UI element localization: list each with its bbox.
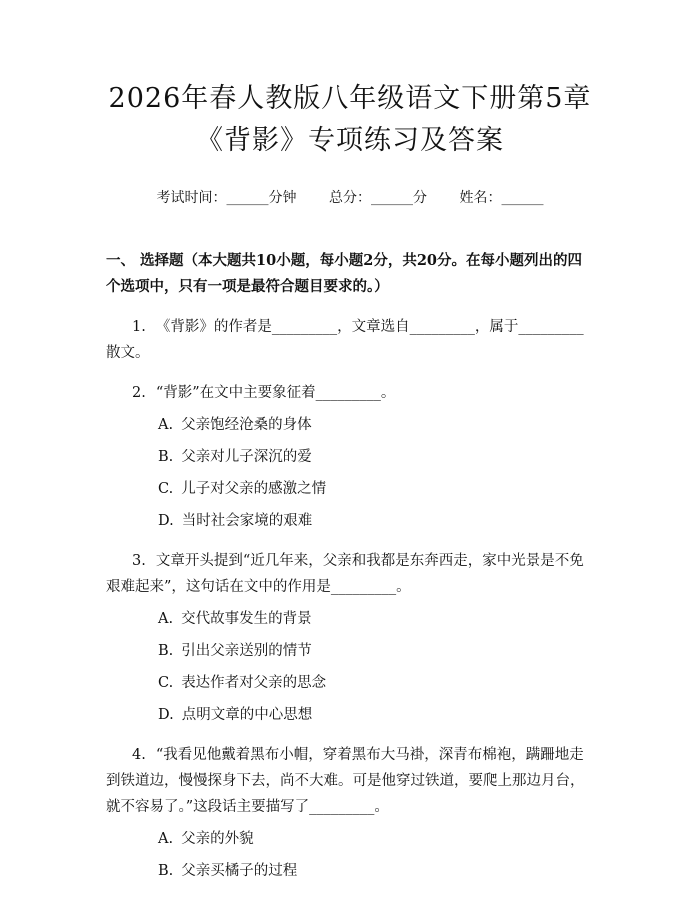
option-letter: B. xyxy=(158,449,174,465)
answer-option xyxy=(106,858,594,884)
question-item xyxy=(106,548,594,600)
option-text: 父亲饱经沧桑的身体 xyxy=(181,417,312,433)
answer-option xyxy=(106,412,594,438)
exam-time-field: 考试时间：______分钟 xyxy=(156,190,297,206)
option-letter: A. xyxy=(158,831,174,847)
question-number: 4. xyxy=(132,747,146,763)
student-name-field: 姓名：______ xyxy=(459,190,544,206)
answer-option xyxy=(106,606,594,632)
question-number: 2. xyxy=(132,385,146,401)
question-text: “背影”在文中主要象征着_________。 xyxy=(155,385,396,401)
option-letter: B. xyxy=(158,863,174,879)
question-text: 文章开头提到“近几年来，父亲和我都是东奔西走，家中光景是不免艰难起来”，这句话在文中的作用是_________。 xyxy=(106,553,584,595)
answer-option xyxy=(106,638,594,664)
question-item xyxy=(106,314,594,366)
question-item xyxy=(106,742,594,820)
document-title: 2026年春人教版八年级语文下册第5章《背影》专项练习及答案 xyxy=(108,83,592,156)
option-text: 当时社会家境的艰难 xyxy=(181,513,313,529)
option-letter: B. xyxy=(158,643,174,659)
answer-option xyxy=(106,444,594,470)
option-letter: D. xyxy=(158,513,174,529)
option-text: 父亲的外貌 xyxy=(181,831,254,847)
option-letter: D. xyxy=(158,707,174,723)
option-letter: A. xyxy=(158,611,174,627)
question-text: 《背影》的作者是_________，文章选自_________，属于_________散文。 xyxy=(106,319,584,361)
question-item xyxy=(106,380,594,406)
option-text: 引出父亲送别的情节 xyxy=(181,643,312,659)
question-list xyxy=(106,314,594,884)
option-letter: A. xyxy=(158,417,174,433)
question-number: 3. xyxy=(132,553,146,569)
option-text: 父亲买橘子的过程 xyxy=(181,863,298,879)
option-letter: C. xyxy=(158,675,174,691)
option-text: 表达作者对父亲的思念 xyxy=(181,675,327,691)
exam-info xyxy=(106,188,594,208)
answer-option xyxy=(106,826,594,852)
option-text: 儿子对父亲的感激之情 xyxy=(181,481,327,497)
question-number: 1. xyxy=(132,319,146,335)
answer-option xyxy=(106,702,594,728)
question-text: “我看见他戴着黑布小帽，穿着黑布大马褂，深青布棉袍，蹒跚地走到铁道边，慢慢探身下去，尚不大难。可是他穿过铁道，要爬上那边月台，就不容易了。”这段话主要描写了_________。 xyxy=(106,747,585,815)
answer-option xyxy=(106,508,594,534)
option-text: 父亲对儿子深沉的爱 xyxy=(181,449,312,465)
total-score-field: 总分：______分 xyxy=(329,190,427,206)
option-text: 点明文章的中心思想 xyxy=(181,707,313,723)
answer-option xyxy=(106,670,594,696)
option-text: 交代故事发生的背景 xyxy=(181,611,312,627)
section-heading: 一、 选择题（本大题共10小题，每小题2分，共20分。在每小题列出的四个选项中，只有一项是最符合题目要求的。） xyxy=(106,252,582,295)
option-letter: C. xyxy=(158,481,174,497)
answer-option xyxy=(106,476,594,502)
